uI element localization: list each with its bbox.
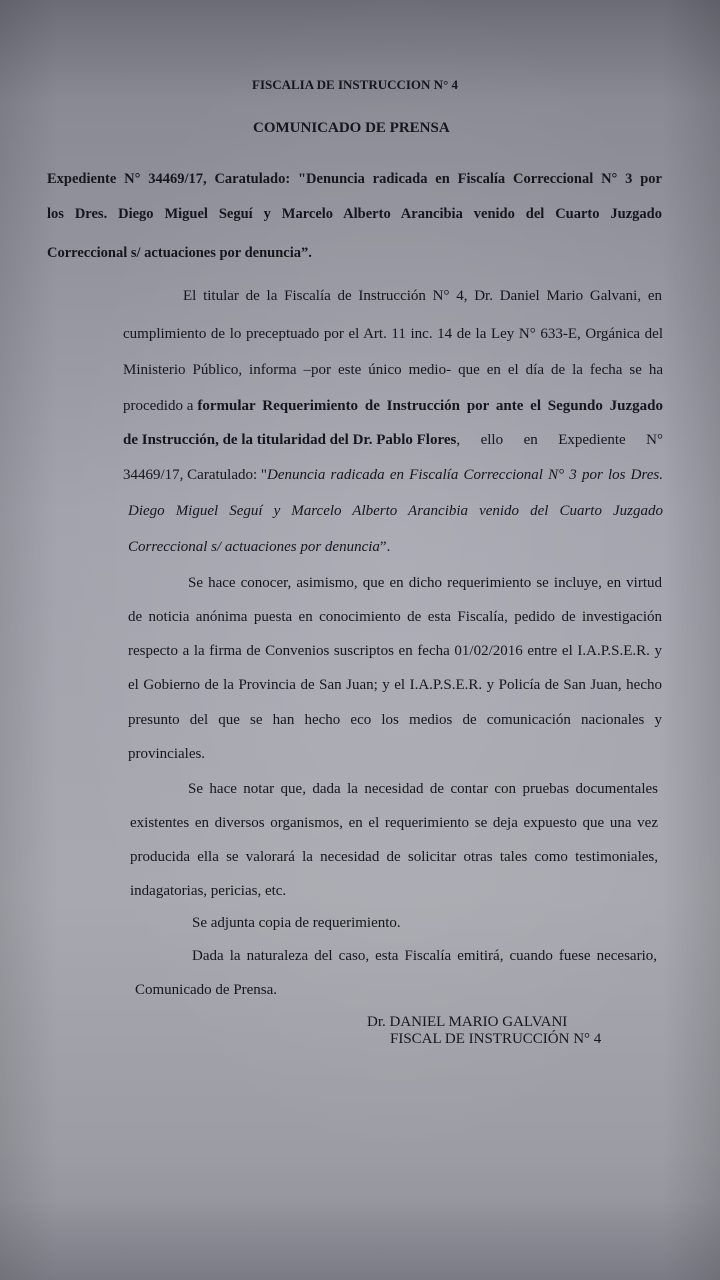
paragraph2-line-1: Se hace conocer, asimismo, que en dicho requerimiento se incluye, en virtud xyxy=(188,575,662,591)
signature-name: Dr. DANIEL MARIO GALVANI xyxy=(367,1014,568,1030)
paragraph1-line-6 xyxy=(123,467,663,484)
paragraph5-line-1: Dada la naturaleza del caso, esta Fiscalía emitirá, cuando fuese necesario, xyxy=(192,948,657,964)
paragraph3-line-1: Se hace notar que, dada la necesidad de contar con pruebas documentales xyxy=(188,781,658,797)
paragraph1-line-4-plain: procedido a xyxy=(123,398,194,414)
office-title: FISCALIA DE INSTRUCCION N° 4 xyxy=(252,77,459,92)
paragraph1-line-4 xyxy=(123,398,663,415)
paragraph1-line-1: El titular de la Fiscalía de Instrucción N° 4, Dr. Daniel Mario Galvani, en xyxy=(183,288,662,304)
expediente-line-2: los Dres. Diego Miguel Seguí y Marcelo Alberto Arancibia venido del Cuarto Juzgado xyxy=(47,206,662,222)
paragraph5-line-2: Comunicado de Prensa. xyxy=(135,982,278,998)
signature-role: FISCAL DE INSTRUCCIÓN N° 4 xyxy=(390,1031,602,1047)
expediente-line-3: Correccional s/ actuaciones por denuncia”. xyxy=(47,245,312,261)
paragraph1-line-6-plain: 34469/17, Caratulado: " xyxy=(123,467,268,483)
paragraph1-line-5-plain: , ello en Expediente N° xyxy=(456,432,663,448)
paragraph3-line-2: existentes en diversos organismos, en el requerimiento se deja expuesto que una vez xyxy=(130,815,658,831)
paragraph2-line-2: de noticia anónima puesta en conocimiento de esta Fiscalía, pedido de investigación xyxy=(128,609,662,625)
paragraph1-line-8-plain: ”. xyxy=(379,539,391,555)
expediente-line-1: Expediente N° 34469/17, Caratulado: "Denuncia radicada en Fiscalía Correccional N° 3 por xyxy=(47,171,662,187)
paragraph1-line-3: Ministerio Público, informa –por este único medio- que en el día de la fecha se ha xyxy=(123,362,663,378)
paragraph1-line-6-italic: Denuncia radicada en Fiscalía Correccional N° 3 por los Dres. xyxy=(267,467,663,483)
paragraph2-line-6: provinciales. xyxy=(128,746,206,762)
paragraph1-line-4-bold: formular Requerimiento de Instrucción por ante el Segundo Juzgado xyxy=(197,398,663,414)
page-title: COMUNICADO DE PRENSA xyxy=(253,120,450,136)
paragraph3-line-3: producida ella se valorará la necesidad de solicitar otras tales como testimoniales, xyxy=(130,849,658,865)
paragraph2-line-4: el Gobierno de la Provincia de San Juan; y el I.A.P.S.E.R. y Policía de San Juan, hecho xyxy=(128,677,662,693)
paragraph3-line-4: indagatorias, pericias, etc. xyxy=(130,883,287,899)
paragraph1-line-2: cumplimiento de lo preceptuado por el Art. 11 inc. 14 de la Ley N° 633-E, Orgánica del xyxy=(123,326,663,342)
paragraph1-line-8-italic: Correccional s/ actuaciones por denuncia xyxy=(128,539,380,555)
paragraph2-line-5: presunto del que se han hecho eco los medios de comunicación nacionales y xyxy=(128,712,662,728)
paragraph4: Se adjunta copia de requerimiento. xyxy=(192,915,401,931)
bottom-shadow xyxy=(0,1200,720,1280)
paragraph1-line-5 xyxy=(123,432,663,449)
paragraph2-line-3: respecto a la firma de Convenios suscriptos en fecha 01/02/2016 entre el I.A.P.S.E.R. y xyxy=(128,643,662,659)
paragraph1-line-5-bold: de Instrucción, de la titularidad del Dr. Pablo Flores xyxy=(123,432,457,448)
paragraph1-line-8 xyxy=(128,539,390,556)
paragraph1-line-7: Diego Miguel Seguí y Marcelo Alberto Arancibia venido del Cuarto Juzgado xyxy=(128,503,663,519)
